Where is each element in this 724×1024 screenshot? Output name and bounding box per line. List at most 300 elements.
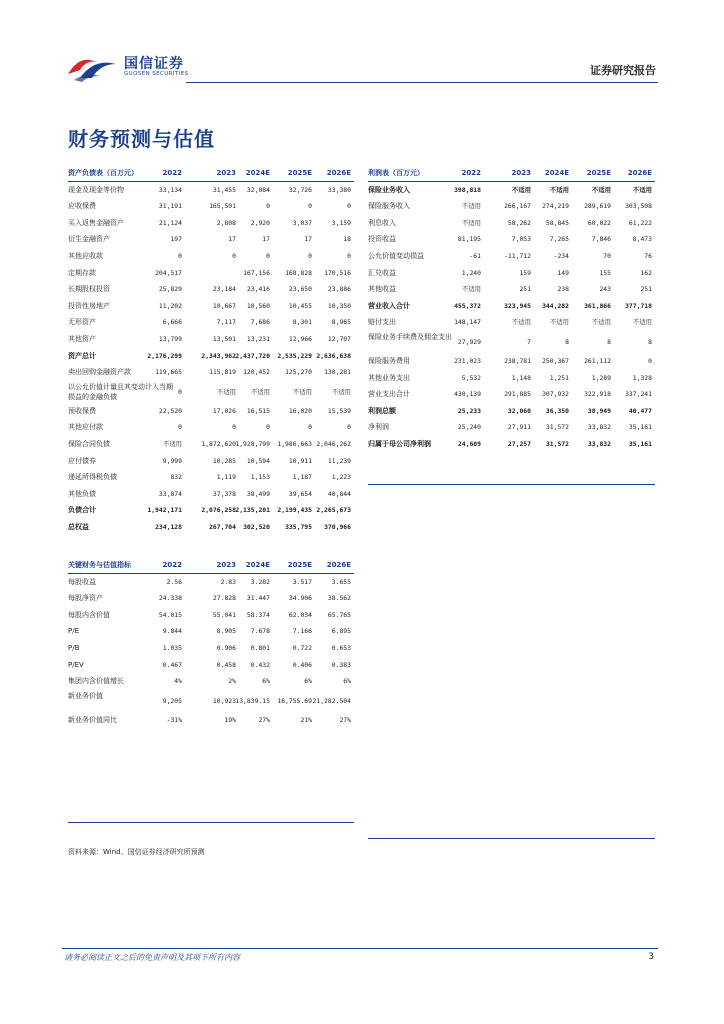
table-cell: 251 bbox=[640, 285, 652, 294]
table-cell: 2,920 bbox=[250, 218, 270, 227]
table-cell: 23,650 bbox=[288, 285, 312, 294]
table-cell: 23,416 bbox=[246, 285, 270, 294]
table-cell: 不适用 bbox=[461, 202, 481, 211]
table-cell: 不适用 bbox=[632, 185, 652, 194]
logo-english-name: GUOSEN SECURITIES bbox=[124, 71, 189, 77]
row-label: 负债合计 bbox=[68, 506, 96, 515]
table-cell: 0 bbox=[347, 202, 351, 211]
table-row bbox=[68, 673, 354, 690]
table-cell: 8 bbox=[648, 337, 652, 346]
table-cell: 6% bbox=[343, 677, 351, 686]
table-cell: 19% bbox=[224, 715, 236, 724]
table-cell: -31% bbox=[166, 715, 182, 724]
row-label: 新业务价值 bbox=[68, 691, 103, 700]
table-cell: 0 bbox=[308, 423, 312, 432]
balance-sheet-table bbox=[68, 165, 354, 535]
table-cell: 12,966 bbox=[288, 334, 312, 343]
table-cell: 231,023 bbox=[454, 356, 481, 365]
table-cell: 13,231 bbox=[246, 334, 270, 343]
table-cell: 335,795 bbox=[285, 522, 312, 531]
table-row bbox=[368, 419, 655, 436]
table-cell: 261,112 bbox=[584, 356, 611, 365]
table-cell: 2,046,262 bbox=[316, 439, 351, 448]
table-cell: 27,929 bbox=[457, 337, 481, 346]
table-cell: 10,667 bbox=[212, 301, 236, 310]
table-cell: 70 bbox=[603, 251, 611, 260]
table-cell: 307,932 bbox=[542, 390, 569, 399]
table-cell: 22,520 bbox=[158, 406, 182, 415]
row-label: 集团内含价值增长 bbox=[68, 677, 124, 686]
table-cell: 7.678 bbox=[250, 627, 270, 636]
table-title: 资产负债表（百万元） bbox=[68, 169, 138, 177]
table-row bbox=[68, 281, 354, 298]
table-cell: 0 bbox=[308, 251, 312, 260]
column-header: 2023 bbox=[216, 561, 236, 569]
table-cell: 266,167 bbox=[504, 202, 531, 211]
table-cell: 16,020 bbox=[288, 406, 312, 415]
table-cell: 1,240 bbox=[461, 268, 481, 277]
row-label: 其他负债 bbox=[68, 489, 96, 498]
table-cell: 11,202 bbox=[158, 301, 182, 310]
table-row bbox=[68, 215, 354, 232]
table-row bbox=[68, 298, 354, 315]
row-label: 其他资产 bbox=[68, 334, 96, 343]
income-statement-table bbox=[368, 165, 655, 453]
table-cell: 3.655 bbox=[331, 577, 351, 586]
table-cell: 3.517 bbox=[292, 577, 312, 586]
row-label: 长期股权投资 bbox=[68, 285, 110, 294]
page-number: 3 bbox=[648, 952, 654, 962]
table-row bbox=[68, 182, 354, 199]
table-cell: 6,666 bbox=[162, 318, 182, 327]
table-cell: 234,128 bbox=[155, 522, 182, 531]
table-cell: 38,499 bbox=[246, 489, 270, 498]
table-cell: 1,872,620 bbox=[201, 439, 236, 448]
row-label: 投资性房地产 bbox=[68, 301, 110, 310]
table-row bbox=[68, 198, 354, 215]
table-row bbox=[68, 436, 354, 453]
guosen-logo-icon bbox=[66, 52, 120, 82]
table-cell: 0 bbox=[178, 251, 182, 260]
table-cell: 不适用 bbox=[292, 387, 312, 396]
table-cell: 0.458 bbox=[216, 660, 236, 669]
column-header: 2026E bbox=[326, 561, 351, 569]
table-cell: 16,515 bbox=[246, 406, 270, 415]
row-label: 应付债券 bbox=[68, 456, 96, 465]
table-cell: 0.801 bbox=[250, 643, 270, 652]
table-row bbox=[368, 248, 655, 265]
table-cell: 33,380 bbox=[327, 185, 351, 194]
table-row bbox=[368, 403, 655, 420]
table-row bbox=[368, 331, 655, 353]
table-cell: 1,148 bbox=[511, 373, 531, 382]
table-cell: 1,289 bbox=[591, 373, 611, 382]
table-cell: 1.035 bbox=[162, 643, 182, 652]
table-cell: 3,037 bbox=[292, 218, 312, 227]
table-row bbox=[368, 370, 655, 387]
table-cell: 10,594 bbox=[246, 456, 270, 465]
table-row bbox=[68, 381, 354, 403]
column-header: 2024E bbox=[245, 169, 270, 177]
table-cell: 1,153 bbox=[250, 473, 270, 482]
row-label: 其他收益 bbox=[368, 285, 396, 294]
table-cell: 不适用 bbox=[591, 185, 611, 194]
table-cell: 10,923 bbox=[212, 696, 236, 705]
table-row bbox=[68, 657, 354, 674]
table-row bbox=[68, 574, 354, 591]
table-cell: 1,119 bbox=[216, 473, 236, 482]
table-row bbox=[68, 623, 354, 640]
table-cell: 167,156 bbox=[243, 268, 270, 277]
table-cell: 377,718 bbox=[625, 301, 652, 310]
table-cell: 0.383 bbox=[331, 660, 351, 669]
table-cell: 8,301 bbox=[292, 318, 312, 327]
row-label: 公允价值变动损益 bbox=[368, 251, 424, 260]
row-label: 其他应付款 bbox=[68, 423, 103, 432]
table-cell: 33,832 bbox=[587, 423, 611, 432]
table-cell: 27% bbox=[339, 715, 351, 724]
table-cell: 165,501 bbox=[209, 202, 236, 211]
table-row bbox=[68, 712, 354, 729]
table-cell: 23,886 bbox=[327, 285, 351, 294]
table-cell: 16,755.69 bbox=[277, 696, 312, 705]
table-cell: 13,839.15 bbox=[235, 696, 270, 705]
table-cell: 2.83 bbox=[220, 577, 236, 586]
row-label: 预收保费 bbox=[68, 406, 96, 415]
table-cell: 10,350 bbox=[327, 301, 351, 310]
table-cell: 2,135,201 bbox=[235, 506, 270, 515]
row-label: 营业收入合计 bbox=[368, 301, 410, 310]
table-cell: 不适用 bbox=[632, 318, 652, 327]
table-cell: 27,257 bbox=[507, 439, 531, 448]
table-cell: 31,191 bbox=[158, 202, 182, 211]
table-cell: 455,372 bbox=[454, 301, 481, 310]
table-cell: 125,270 bbox=[285, 368, 312, 377]
table-cell: 62.034 bbox=[288, 610, 312, 619]
row-label: 保险合同负债 bbox=[68, 439, 110, 448]
table-row bbox=[368, 353, 655, 370]
table-cell: 3.282 bbox=[250, 577, 270, 586]
table-cell: 119,665 bbox=[155, 368, 182, 377]
table-cell: 0.906 bbox=[216, 643, 236, 652]
table-cell: 0 bbox=[266, 423, 270, 432]
table-cell: 32,726 bbox=[288, 185, 312, 194]
table-cell: 149 bbox=[557, 268, 569, 277]
table-cell: 0.467 bbox=[162, 660, 182, 669]
table-cell: 291,885 bbox=[504, 390, 531, 399]
table-cell: 10,455 bbox=[288, 301, 312, 310]
table-cell: 10,911 bbox=[288, 456, 312, 465]
row-label: 每股收益 bbox=[68, 577, 96, 586]
table-cell: 27% bbox=[258, 715, 270, 724]
table-cell: 39,654 bbox=[288, 489, 312, 498]
table-cell: 7,686 bbox=[250, 318, 270, 327]
row-label: 现金及现金等价物 bbox=[68, 185, 124, 194]
table-row bbox=[68, 486, 354, 503]
table-cell: 21% bbox=[300, 715, 312, 724]
table-cell: 不适用 bbox=[549, 185, 569, 194]
row-label: 保险服务费用 bbox=[368, 356, 410, 365]
table-cell: 32,060 bbox=[507, 406, 531, 415]
table-cell: 40,477 bbox=[628, 406, 652, 415]
table-cell: 238,781 bbox=[504, 356, 531, 365]
table-cell: 33,832 bbox=[587, 439, 611, 448]
table-cell: 170,516 bbox=[324, 268, 351, 277]
row-label: 总权益 bbox=[68, 522, 89, 531]
table-cell: 8 bbox=[607, 337, 611, 346]
table-cell: 0 bbox=[347, 423, 351, 432]
row-label: 利息收入 bbox=[368, 218, 396, 227]
table-cell: 2,343,962 bbox=[201, 351, 236, 360]
table-cell: 168,828 bbox=[285, 268, 312, 277]
column-header: 2022 bbox=[162, 169, 182, 177]
table-row bbox=[68, 607, 354, 624]
table-cell: 81,195 bbox=[457, 235, 481, 244]
table-cell: 267,704 bbox=[209, 522, 236, 531]
table-cell: 2,076,258 bbox=[201, 506, 236, 515]
table-cell: 21,124 bbox=[158, 218, 182, 227]
row-label: 衍生金融资产 bbox=[68, 235, 110, 244]
table-header-row bbox=[68, 165, 354, 182]
table-cell: 10,285 bbox=[212, 456, 236, 465]
row-label: 无形资产 bbox=[68, 318, 96, 327]
row-label: 其他业务支出 bbox=[368, 373, 410, 382]
table-cell: 31,572 bbox=[545, 423, 569, 432]
table-cell: 不适用 bbox=[591, 318, 611, 327]
row-label: 保险业务收入 bbox=[368, 185, 410, 194]
table-row bbox=[68, 348, 354, 365]
row-label: 赔付支出 bbox=[368, 318, 396, 327]
table-cell: 130,281 bbox=[324, 368, 351, 377]
table-cell: 58.374 bbox=[246, 610, 270, 619]
column-header: 2024E bbox=[245, 561, 270, 569]
row-label: 净利润 bbox=[368, 423, 389, 432]
table-row bbox=[68, 331, 354, 348]
page-header bbox=[62, 48, 658, 88]
table-cell: 344,282 bbox=[542, 301, 569, 310]
table-cell: 197 bbox=[170, 235, 182, 244]
table-cell: 58,262 bbox=[507, 218, 531, 227]
table-cell: 24.338 bbox=[158, 594, 182, 603]
table-cell: 6% bbox=[304, 677, 312, 686]
table-cell: 1,328 bbox=[632, 373, 652, 382]
table-cell: 36,350 bbox=[545, 406, 569, 415]
table-cell: 148,147 bbox=[454, 318, 481, 327]
row-label: 保险业务手续费及佣金支出 bbox=[368, 332, 452, 341]
table-cell: 9.844 bbox=[162, 627, 182, 636]
column-header: 2022 bbox=[461, 169, 481, 177]
table-cell: 4% bbox=[174, 677, 182, 686]
table-cell: 303,508 bbox=[625, 202, 652, 211]
footer-divider bbox=[62, 948, 658, 949]
table-row bbox=[68, 690, 354, 712]
table-cell: 54.015 bbox=[158, 610, 182, 619]
source-note: 资料来源：Wind、国信证券经济研究所预测 bbox=[68, 848, 205, 856]
table-cell: 34.906 bbox=[288, 594, 312, 603]
column-header: 2023 bbox=[216, 169, 236, 177]
row-label: 归属于母公司净利润 bbox=[368, 439, 431, 448]
table-cell: 0 bbox=[178, 387, 182, 396]
table-cell: 0.406 bbox=[292, 660, 312, 669]
metrics-section-bottom-rule bbox=[68, 822, 354, 823]
column-header: 2024E bbox=[544, 169, 569, 177]
table-cell: 3,159 bbox=[331, 218, 351, 227]
table-cell: 0.432 bbox=[250, 660, 270, 669]
row-label: 保险服务收入 bbox=[368, 202, 410, 211]
row-label: 以公允价值计量且其变动计入当期损益的金融负债 bbox=[68, 382, 173, 401]
table-cell: 238 bbox=[557, 285, 569, 294]
table-cell: 65.765 bbox=[327, 610, 351, 619]
table-cell: 38,949 bbox=[587, 406, 611, 415]
row-label: 递延所得税负债 bbox=[68, 473, 117, 482]
table-cell: 33,874 bbox=[158, 489, 182, 498]
table-cell: 15,539 bbox=[327, 406, 351, 415]
table-cell: 1,928,799 bbox=[235, 439, 270, 448]
table-cell: 8,965 bbox=[331, 318, 351, 327]
table-cell: 不适用 bbox=[331, 387, 351, 396]
table-cell: 不适用 bbox=[162, 439, 182, 448]
table-cell: 不适用 bbox=[461, 285, 481, 294]
table-cell: 0 bbox=[232, 423, 236, 432]
table-title: 利润表（百万元） bbox=[368, 169, 424, 177]
table-cell: 2.56 bbox=[166, 577, 182, 586]
table-cell: 32,084 bbox=[246, 185, 270, 194]
table-cell: 1,187 bbox=[292, 473, 312, 482]
report-type-label: 证券研究报告 bbox=[590, 64, 656, 77]
table-row bbox=[368, 314, 655, 331]
table-cell: 1,942,171 bbox=[147, 506, 182, 515]
table-cell: 37,378 bbox=[212, 489, 236, 498]
table-cell: 250,367 bbox=[542, 356, 569, 365]
row-label: P/B bbox=[68, 643, 80, 652]
table-cell: 361,866 bbox=[584, 301, 611, 310]
table-cell: 35,161 bbox=[628, 439, 652, 448]
table-cell: 832 bbox=[170, 473, 182, 482]
table-row bbox=[68, 231, 354, 248]
table-cell: 337,241 bbox=[625, 390, 652, 399]
table-cell: 1,223 bbox=[331, 473, 351, 482]
table-cell: 7.166 bbox=[292, 627, 312, 636]
table-cell: 17 bbox=[262, 235, 270, 244]
table-cell: 1,986,663 bbox=[277, 439, 312, 448]
table-cell: 24,609 bbox=[457, 439, 481, 448]
table-cell: 289,619 bbox=[584, 202, 611, 211]
row-label: 投资收益 bbox=[368, 235, 396, 244]
table-cell: 58,845 bbox=[545, 218, 569, 227]
table-cell: 370,966 bbox=[324, 522, 351, 531]
table-cell: 0 bbox=[178, 423, 182, 432]
table-cell: 162 bbox=[640, 268, 652, 277]
table-row bbox=[68, 403, 354, 420]
table-cell: 155 bbox=[599, 268, 611, 277]
table-cell: 0 bbox=[266, 202, 270, 211]
row-label: P/E bbox=[68, 627, 80, 636]
table-row bbox=[368, 298, 655, 315]
table-cell: 9,999 bbox=[162, 456, 182, 465]
table-cell: 18 bbox=[343, 235, 351, 244]
table-row bbox=[368, 281, 655, 298]
row-label: 其他应收款 bbox=[68, 251, 103, 260]
table-cell: -61 bbox=[469, 251, 481, 260]
row-label: 定期存款 bbox=[68, 268, 96, 277]
table-cell: 204,517 bbox=[155, 268, 182, 277]
table-cell: 398,818 bbox=[454, 185, 481, 194]
logo-chinese-name: 国信证券 bbox=[124, 56, 184, 72]
table-row bbox=[68, 419, 354, 436]
table-row bbox=[68, 469, 354, 486]
table-cell: 11,239 bbox=[327, 456, 351, 465]
table-row bbox=[68, 453, 354, 470]
column-header: 2025E bbox=[287, 169, 312, 177]
table-row bbox=[368, 436, 655, 453]
right-section-bottom-rule bbox=[368, 838, 655, 839]
table-cell: 17,026 bbox=[212, 406, 236, 415]
table-cell: 323,945 bbox=[504, 301, 531, 310]
table-row bbox=[368, 215, 655, 232]
table-row bbox=[368, 231, 655, 248]
table-cell: 7 bbox=[527, 337, 531, 346]
table-cell: -234 bbox=[553, 251, 569, 260]
table-cell: 60,022 bbox=[587, 218, 611, 227]
table-cell: 7,265 bbox=[549, 235, 569, 244]
row-label: 每股内含价值 bbox=[68, 610, 110, 619]
table-cell: 55.041 bbox=[212, 610, 236, 619]
table-cell: 38.562 bbox=[327, 594, 351, 603]
table-cell: 17 bbox=[228, 235, 236, 244]
table-cell: 2,176,299 bbox=[147, 351, 182, 360]
table-cell: 13,501 bbox=[212, 334, 236, 343]
column-header: 2026E bbox=[326, 169, 351, 177]
table-cell: 5,532 bbox=[461, 373, 481, 382]
table-cell: 31,572 bbox=[545, 439, 569, 448]
table-cell: 6.895 bbox=[331, 627, 351, 636]
row-label: 新业务价值同比 bbox=[68, 715, 117, 724]
row-label: P/EV bbox=[68, 660, 84, 669]
column-header: 2026E bbox=[627, 169, 652, 177]
table-cell: 2,808 bbox=[216, 218, 236, 227]
row-label: 汇兑收益 bbox=[368, 268, 396, 277]
table-cell: 不适用 bbox=[511, 318, 531, 327]
table-cell: 7,053 bbox=[511, 235, 531, 244]
table-row bbox=[368, 182, 655, 199]
table-cell: 25,233 bbox=[457, 406, 481, 415]
table-row bbox=[68, 590, 354, 607]
table-cell: 430,139 bbox=[454, 390, 481, 399]
row-label: 利润总额 bbox=[368, 406, 396, 415]
column-header: 2023 bbox=[511, 169, 531, 177]
column-header: 2025E bbox=[586, 169, 611, 177]
table-cell: 23,184 bbox=[212, 285, 236, 294]
table-cell: 9,205 bbox=[162, 696, 182, 705]
table-cell: 33,134 bbox=[158, 185, 182, 194]
table-cell: 不适用 bbox=[549, 318, 569, 327]
table-cell: 8 bbox=[565, 337, 569, 346]
table-cell: 302,520 bbox=[243, 522, 270, 531]
table-cell: 0 bbox=[232, 251, 236, 260]
table-cell: 40,844 bbox=[327, 489, 351, 498]
table-cell: 0 bbox=[308, 202, 312, 211]
table-cell: 0 bbox=[648, 356, 652, 365]
table-cell: 2,535,229 bbox=[277, 351, 312, 360]
table-row bbox=[68, 519, 354, 536]
table-cell: 10,560 bbox=[246, 301, 270, 310]
table-cell: 13,799 bbox=[158, 334, 182, 343]
table-cell: 0.653 bbox=[331, 643, 351, 652]
table-cell: 1,251 bbox=[549, 373, 569, 382]
row-label: 营业支出合计 bbox=[368, 390, 410, 399]
table-cell: 2,437,720 bbox=[235, 351, 270, 360]
key-metrics-table bbox=[68, 557, 354, 728]
